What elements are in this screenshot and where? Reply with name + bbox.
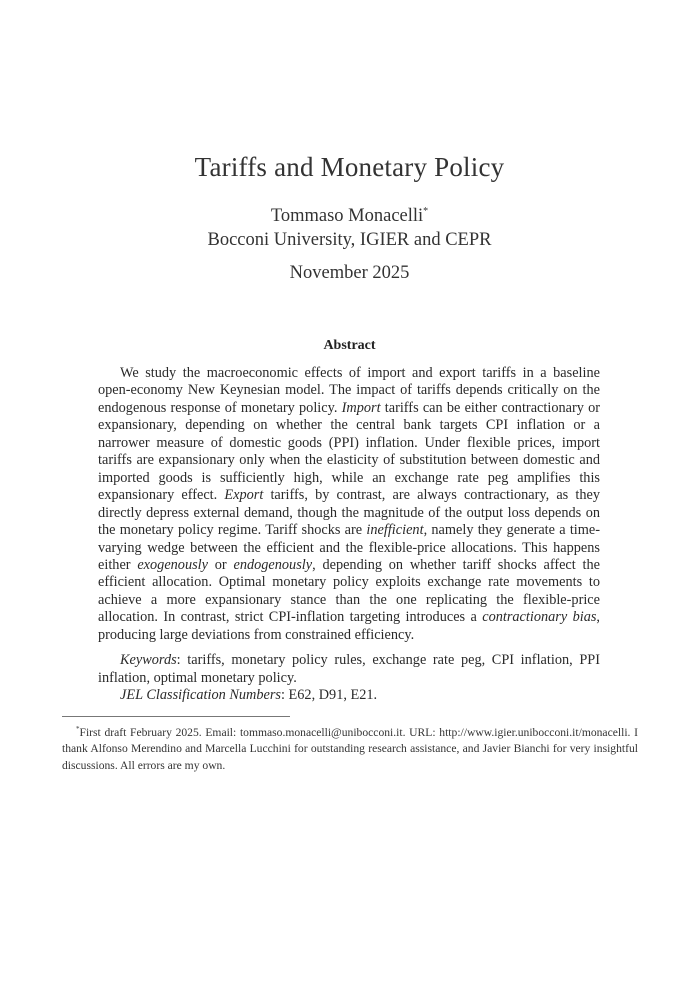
author-name-line (0, 200, 699, 228)
abstract-text-run: tariffs can be either contractionary or expansionary, depending on whether the central bank targets CPI inflation or a narrower measure of domestic goods (PPI) inflation. Under flexible prices, import tariffs are expansionary only when the elasticity of substitution between domestic and imported goods is sufficiently high, while an exchange rate peg amplifies this expansionary effect. (98, 399, 600, 504)
abstract-heading: Abstract (323, 338, 376, 353)
abstract-text-run: or (208, 556, 234, 573)
paper-date: November 2025 (289, 263, 410, 283)
author-affiliation: Bocconi University, IGIER and CEPR (207, 230, 492, 250)
abstract-emphasis: contractionary bias (482, 609, 597, 626)
paper-title: Tariffs and Monetary Policy (194, 152, 505, 182)
footnote-text: First draft February 2025. Email: tommaso.monacelli@unibocconi.it. URL: http://www.igier.unibocconi.it/monacelli. I thank Alfonso Merendino and Marcella Lucchini for outstanding research assistance, and Javier Bianchi for very insightful discussions. All errors are my own. (62, 726, 638, 772)
abstract-text-run: tariffs, by contrast, are always contractionary, as they directly depress external demand, though the magnitude of the output loss depends on the monetary policy regime. Tariff shocks are (98, 487, 600, 539)
abstract-emphasis: inefficient (366, 522, 424, 539)
abstract-text-run: , depending on whether tariff shocks affect the efficient allocation. Optimal monetary policy exploits exchange rate movements to achieve a more expansionary stance than the one replicating the flexible-price allocation. In contrast, strict CPI-inflation targeting introduces a (98, 556, 600, 626)
abstract-emphasis: Export (224, 487, 264, 504)
author-block (0, 200, 699, 252)
abstract-text-run: , namely they generate a time-varying wedge between the efficient and the flexible-price allocations. This happens either (98, 522, 600, 573)
jel-line (98, 687, 600, 704)
abstract-paragraph (98, 365, 600, 644)
keywords-line (98, 652, 600, 687)
abstract-emphasis: Import (341, 399, 381, 416)
footnote (62, 721, 638, 774)
keywords-label: Keywords (120, 652, 177, 669)
footnote-rule (62, 716, 290, 717)
abstract-emphasis: endogenously (233, 556, 313, 573)
keywords-text: : tariffs, monetary policy rules, exchange rate peg, CPI inflation, PPI inflation, optimal monetary policy. (98, 652, 600, 686)
author-name: Tommaso Monacelli (270, 206, 424, 226)
footnote-marker: * (423, 206, 429, 217)
jel-label: JEL Classification Numbers (120, 687, 281, 704)
footnote-mark: * (76, 725, 80, 733)
footnote-paragraph (62, 721, 638, 774)
abstract-body (98, 365, 600, 705)
jel-text: : E62, D91, E21. (281, 687, 378, 704)
abstract-text-run: , producing large deviations from constrained efficiency. (98, 609, 600, 643)
abstract-text-run: We study the macroeconomic effects of import and export tariffs in a baseline open-economy New Keynesian model. The impact of tariffs depends critically on the endogenous response of monetary policy. (98, 365, 600, 416)
abstract-emphasis: exogenously (137, 556, 208, 573)
